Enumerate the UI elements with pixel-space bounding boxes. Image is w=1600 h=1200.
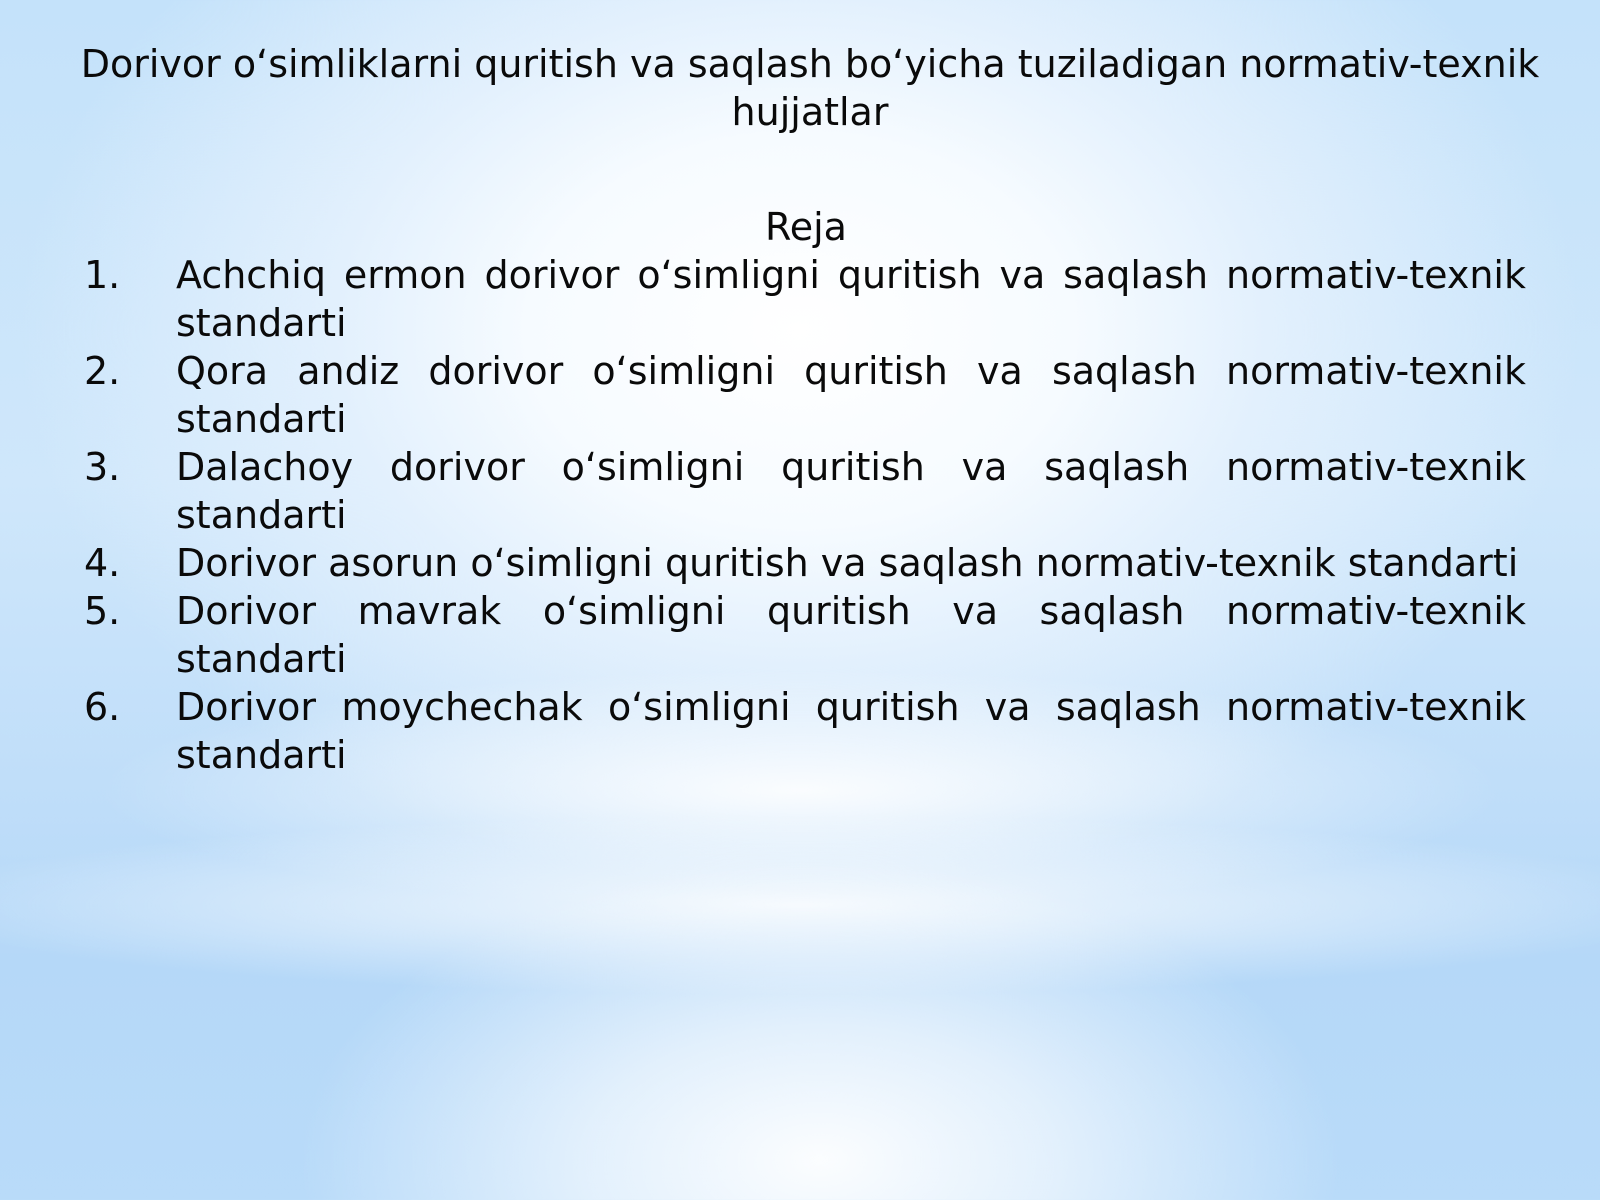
plan-item-number: 4. xyxy=(84,541,121,585)
plan-item-text: Dorivor asorun o‘simligni quritish va saqlash normativ-texnik standarti xyxy=(176,541,1519,585)
plan-item-text: Dorivor moychechak o‘simligni quritish va saqlash normativ-texnik standarti xyxy=(176,685,1526,777)
plan-item-number: 3. xyxy=(84,445,121,489)
plan-item-number: 1. xyxy=(84,253,121,297)
plan-item-2 xyxy=(84,347,1526,443)
plan-item-text: Dorivor mavrak o‘simligni quritish va saqlash normativ-texnik standarti xyxy=(176,589,1526,681)
plan-item-6 xyxy=(84,683,1526,779)
plan-list xyxy=(84,251,1526,779)
plan-item-3 xyxy=(84,443,1526,539)
plan-item-1 xyxy=(84,251,1526,347)
plan-item-text: Qora andiz dorivor o‘simligni quritish va saqlash normativ-texnik standarti xyxy=(176,349,1526,441)
plan-heading: Reja xyxy=(765,205,847,249)
plan-item-number: 6. xyxy=(84,685,121,729)
plan-item-text: Dalachoy dorivor o‘simligni quritish va saqlash normativ-texnik standarti xyxy=(176,445,1526,537)
plan-item-number: 5. xyxy=(84,589,121,633)
plan-item-number: 2. xyxy=(84,349,121,393)
plan-item-5 xyxy=(84,587,1526,683)
slide-title: Dorivor o‘simliklarni quritish va saqlash bo‘yicha tuziladigan normativ-texnik hujjatlar xyxy=(80,42,1540,134)
plan-item-4 xyxy=(84,539,1526,587)
plan-item-text: Achchiq ermon dorivor o‘simligni quritish va saqlash normativ-texnik standarti xyxy=(176,253,1526,345)
